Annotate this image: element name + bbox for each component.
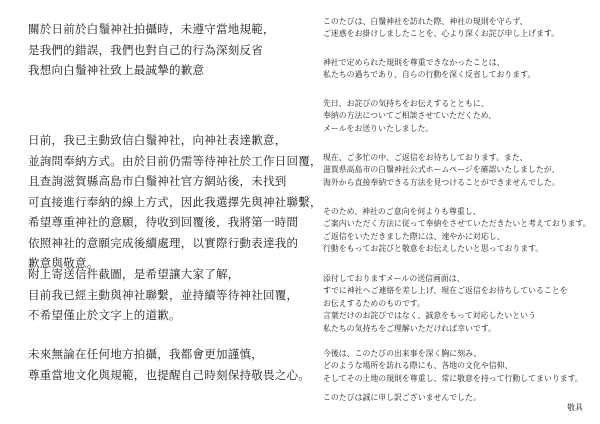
chinese-text-line: 日前，我已主動致信白鬚神社，向神社表達歉意，: [28, 133, 287, 147]
chinese-text-line: 依照神社的意願完成後續處理，以實際行動表達我的: [28, 235, 299, 250]
japanese-text-line: 添付しておりますメールの送信画面は、: [323, 274, 465, 283]
japanese-text-line: ご迷惑をお掛けしましたことを、心より深くお詫び申し上げます。: [323, 29, 560, 39]
japanese-text-line: そしてその土地の規則を尊重し、常に敬意を持って行動してまいります。: [323, 373, 583, 383]
signature: 敬具: [567, 403, 583, 412]
japanese-text-line: すでに神社へご連絡を差し上げ、現在ご返信をお待ちしていることを: [323, 286, 568, 296]
japanese-text-line: 私たちの気持ちをご理解いただければ幸いです。: [323, 323, 496, 333]
chinese-text-line: 不希望僅止於文字上的道歉。: [28, 308, 181, 322]
japanese-text-line: 現在、ご多忙の中、ご返信をお待ちしております。また、: [323, 153, 528, 162]
japanese-apology-statement: [315, 0, 600, 424]
japanese-text-line: 海外から直接奉納できる方法を見つけることができませんでした。: [323, 177, 560, 187]
chinese-text-line: 可直接進行奉納的線上方式，因此我選擇先與神社聯繫，: [28, 194, 322, 209]
japanese-text-line: ご案内いただく方法に従って奉納をさせていただきたいと考えております。: [323, 219, 591, 229]
japanese-text-line: そのため、神社のご意向を何よりも尊重し、: [323, 207, 481, 216]
chinese-text-line: 且查詢滋賀縣高島市白鬚神社官方網站後，未找到: [28, 174, 287, 188]
chinese-text-line: 歉意與敬意。: [28, 256, 99, 270]
japanese-text-line: 奉納の方法についてご相談させていただくため、: [323, 111, 497, 121]
chinese-text-line: 是我們的錯誤，我們也對自己的行為深刻反省: [28, 42, 263, 57]
chinese-text-line: 目前我已經主動與神社聯繫，並持續等待神社回覆，: [28, 287, 299, 302]
japanese-text-line: 滋賀県高島市の白鬚神社公式ホームページを確認いたしましたが、: [323, 165, 560, 175]
chinese-text-line: 尊重當地文化與規範，也提醒自己時刻保持敬畏之心。: [28, 367, 310, 382]
japanese-text-line: このたびは誠に申し訳ございませんでした。: [323, 393, 481, 402]
japanese-text-line: 私たちの過ちであり、自らの行動を深く反省しております。: [323, 70, 536, 80]
chinese-text-line: 關於日前於白鬚神社拍攝時，未遵守當地規範，: [28, 22, 275, 36]
japanese-text-line: 今後は、このたびの出来事を深く胸に刻み、: [323, 349, 482, 358]
japanese-text-line: 先日、お詫びの気持ちをお伝えするとともに、: [323, 99, 489, 108]
japanese-text-line: このたびは、白鬚神社を訪れた際、神社の規則を守らず、: [323, 17, 528, 26]
chinese-text-line: 附上寄送信件截圖，是希望讓大家了解，: [28, 267, 240, 281]
chinese-text-line: 我想向白鬚神社致上最誠摯的歉意: [28, 63, 205, 77]
chinese-text-line: 希望尊重神社的意願，待收到回覆後，我將第一時間: [28, 215, 299, 229]
japanese-text-line: お伝えするためのものです。: [323, 298, 425, 308]
chinese-text-line: 未來無論在任何地方拍攝，我都會更加謹慎，: [28, 347, 263, 361]
japanese-text-line: 行動をもってお詫びと敬意をお伝えしたいと思っております。: [323, 244, 544, 254]
japanese-text-line: 神社で定められた規則を尊重できなかったことは、: [323, 58, 505, 67]
chinese-text-line: 並詢問奉納方式。由於目前仍需等待神社於工作日回覆，: [28, 153, 322, 168]
japanese-text-line: どのような場所を訪れる際にも、各地の文化や信仰、: [323, 361, 513, 371]
japanese-text-line: メールをお送りいたしました。: [323, 123, 434, 133]
japanese-text-line: 言葉だけのお詫びではなく、誠意をもって対応したいという: [323, 311, 536, 321]
japanese-text-line: ご返信をいただきました際には、速やかに対応し、: [323, 231, 505, 241]
